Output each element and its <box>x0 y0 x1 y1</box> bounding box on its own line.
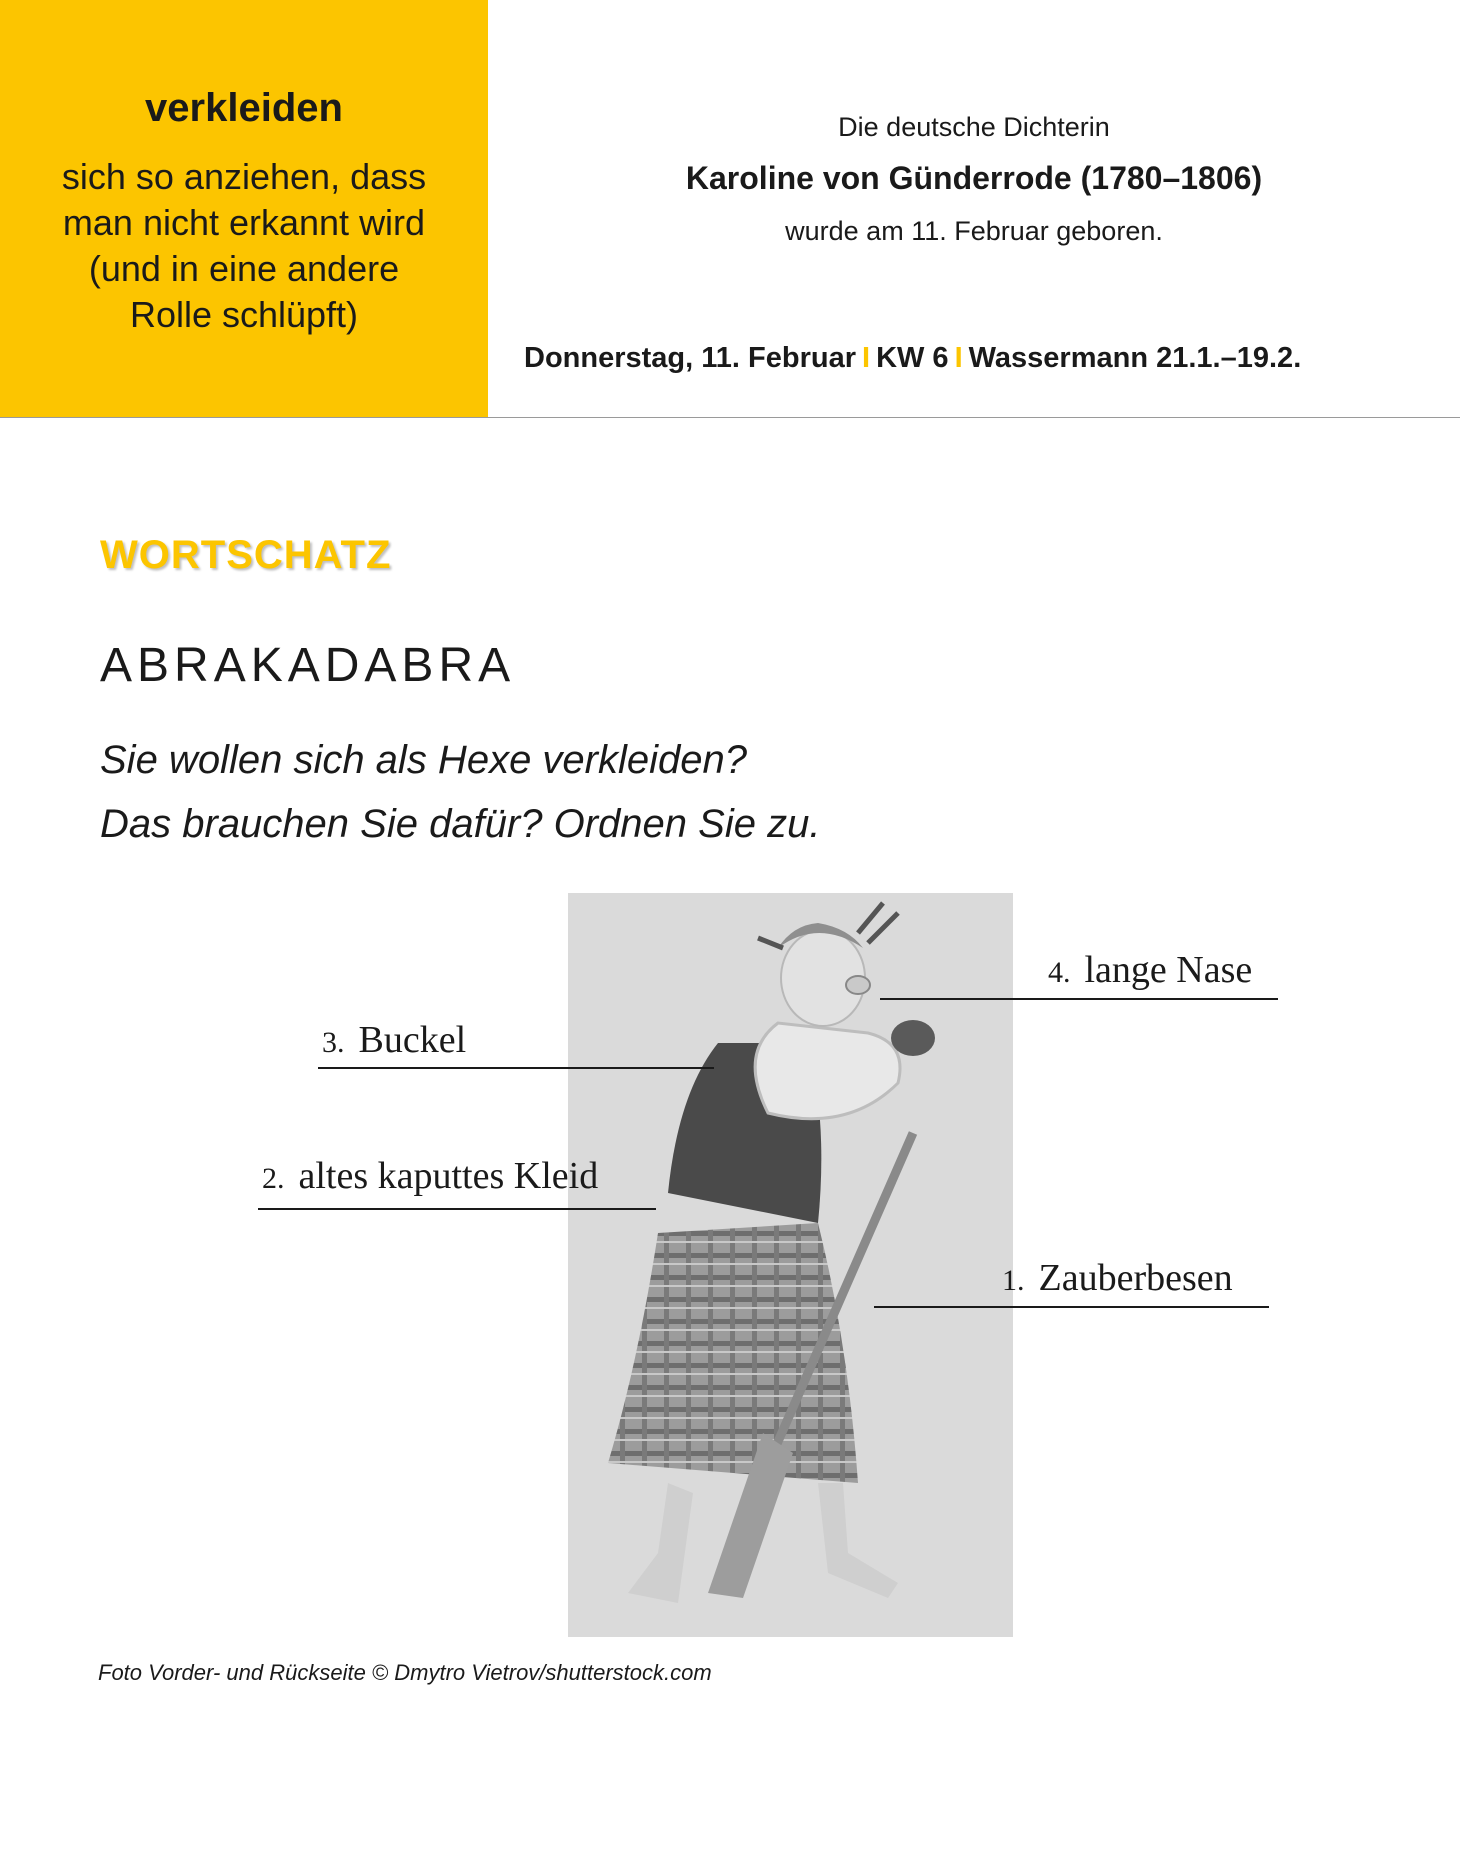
label-magic-broom <box>1002 1256 1233 1300</box>
definition-line: sich so anziehen, dass <box>61 156 427 197</box>
instruction-line: Sie wollen sich als Hexe verkleiden? <box>100 738 747 782</box>
definition-line: Rolle schlüpft) <box>129 294 359 335</box>
separator: I <box>862 342 871 374</box>
label-number: 3. <box>322 1026 345 1059</box>
separator: I <box>954 342 963 374</box>
leader-line-long-nose <box>880 998 1278 1000</box>
label-old-dress <box>262 1154 598 1198</box>
calendar-week: KW 6 <box>876 342 949 374</box>
zodiac-sign: Wassermann 21.1.–19.2. <box>968 342 1302 374</box>
label-text: Buckel <box>358 1019 467 1061</box>
label-hump <box>322 1018 466 1062</box>
label-text: Zauberbesen <box>1038 1257 1233 1299</box>
date-line <box>524 342 1301 375</box>
definition-word: verkleiden <box>145 86 343 130</box>
definition-line: man nicht erkannt wird <box>62 202 426 243</box>
poet-birth-note: wurde am 11. Februar geboren. <box>785 216 1163 246</box>
instruction-line: Das brauchen Sie dafür? Ordnen Sie zu. <box>100 802 821 846</box>
witch-photo <box>568 893 1013 1637</box>
label-number: 1. <box>1002 1264 1025 1297</box>
exercise-instructions <box>100 728 820 856</box>
photo-credit: Foto Vorder- und Rückseite © Dmytro Vietrov/shutterstock.com <box>98 1660 712 1685</box>
label-number: 4. <box>1048 956 1071 989</box>
witch-illustration <box>568 893 1013 1637</box>
leader-line-old-dress <box>258 1208 656 1210</box>
label-number: 2. <box>262 1162 285 1195</box>
label-text: lange Nase <box>1084 949 1253 991</box>
leader-line-magic-broom <box>874 1306 1269 1308</box>
label-long-nose <box>1048 948 1252 992</box>
definition-line: (und in eine andere <box>88 248 400 289</box>
poet-intro: Die deutsche Dichterin <box>838 112 1110 142</box>
date-day: Donnerstag, 11. Februar <box>524 342 856 374</box>
section-label: WORTSCHATZ <box>100 533 392 577</box>
exercise-title: ABRAKADABRA <box>100 639 516 692</box>
leader-line-hump <box>318 1067 714 1069</box>
label-text: altes kaputtes Kleid <box>298 1155 599 1197</box>
poet-name: Karoline von Günderrode (1780–1806) <box>685 160 1263 196</box>
header-divider <box>0 417 1460 418</box>
definition-text <box>30 154 458 338</box>
